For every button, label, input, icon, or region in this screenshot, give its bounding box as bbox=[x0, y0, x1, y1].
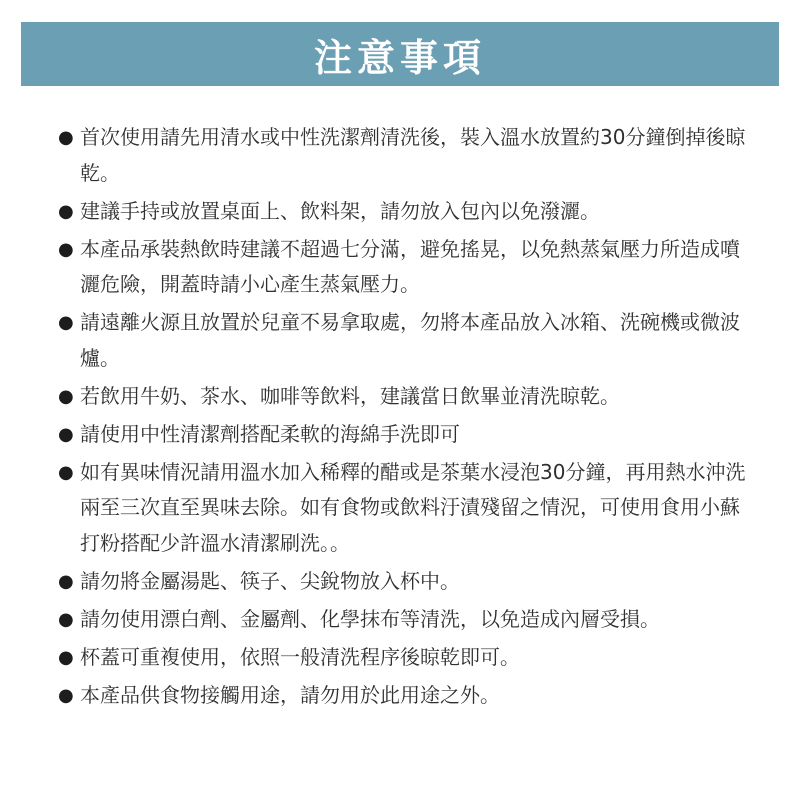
bullet-icon: ● bbox=[58, 385, 74, 407]
notice-list bbox=[58, 120, 758, 716]
list-item bbox=[58, 455, 758, 562]
list-item bbox=[58, 194, 758, 230]
list-item bbox=[58, 305, 758, 376]
page-title: 注意事項 bbox=[313, 35, 486, 80]
list-item-text: 請使用中性清潔劑搭配柔軟的海綿手洗即可 bbox=[80, 421, 460, 446]
list-item-text: 杯蓋可重複使用，依照一般清洗程序後晾乾即可。 bbox=[80, 644, 520, 669]
bullet-icon: ● bbox=[58, 200, 74, 222]
bullet-icon: ● bbox=[58, 646, 74, 668]
list-item bbox=[58, 417, 758, 453]
list-item bbox=[58, 120, 758, 191]
list-item-text: 若飲用牛奶、茶水、咖啡等飲料，建議當日飲畢並清洗晾乾。 bbox=[80, 383, 620, 408]
list-item-text: 首次使用請先用清水或中性洗潔劑清洗後，裝入溫水放置約30分鐘倒掉後晾乾。 bbox=[80, 125, 746, 185]
list-item bbox=[58, 232, 758, 303]
bullet-icon: ● bbox=[58, 423, 74, 445]
list-item bbox=[58, 379, 758, 415]
list-item bbox=[58, 602, 758, 638]
list-item-text: 如有異味情況請用溫水加入稀釋的醋或是茶葉水浸泡30分鐘，再用熱水沖洗兩至三次直至異味去除。如有食物或飲料汙漬殘留之情況，可使用食用小蘇打粉搭配少許溫水清潔刷洗。。 bbox=[80, 459, 746, 555]
bullet-icon: ● bbox=[58, 312, 74, 333]
list-item-text: 建議手持或放置桌面上、飲料架，請勿放入包內以免潑灑。 bbox=[80, 198, 600, 223]
bullet-icon: ● bbox=[58, 684, 74, 706]
bullet-icon: ● bbox=[58, 608, 74, 630]
list-item-text: 本產品承裝熱飲時建議不超過七分滿，避免搖晃，以免熱蒸氣壓力所造成噴灑危險，開蓋時請小心產生蒸氣壓力。 bbox=[80, 236, 740, 296]
list-item-text: 本產品供食物接觸用途，請勿用於此用途之外。 bbox=[80, 682, 500, 707]
list-item-text: 請勿使用漂白劑、金屬劑、化學抹布等清洗，以免造成內層受損。 bbox=[80, 606, 660, 631]
bullet-icon: ● bbox=[58, 570, 74, 592]
title-banner bbox=[21, 22, 779, 86]
list-item bbox=[58, 678, 758, 714]
list-item bbox=[58, 640, 758, 676]
bullet-icon: ● bbox=[58, 461, 74, 483]
bullet-icon: ● bbox=[58, 127, 74, 148]
list-item bbox=[58, 564, 758, 600]
list-item-text: 請遠離火源且放置於兒童不易拿取處，勿將本產品放入冰箱、洗碗機或微波爐。 bbox=[80, 310, 740, 370]
list-item-text: 請勿將金屬湯匙、筷子、尖銳物放入杯中。 bbox=[80, 568, 460, 593]
bullet-icon: ● bbox=[58, 238, 74, 260]
